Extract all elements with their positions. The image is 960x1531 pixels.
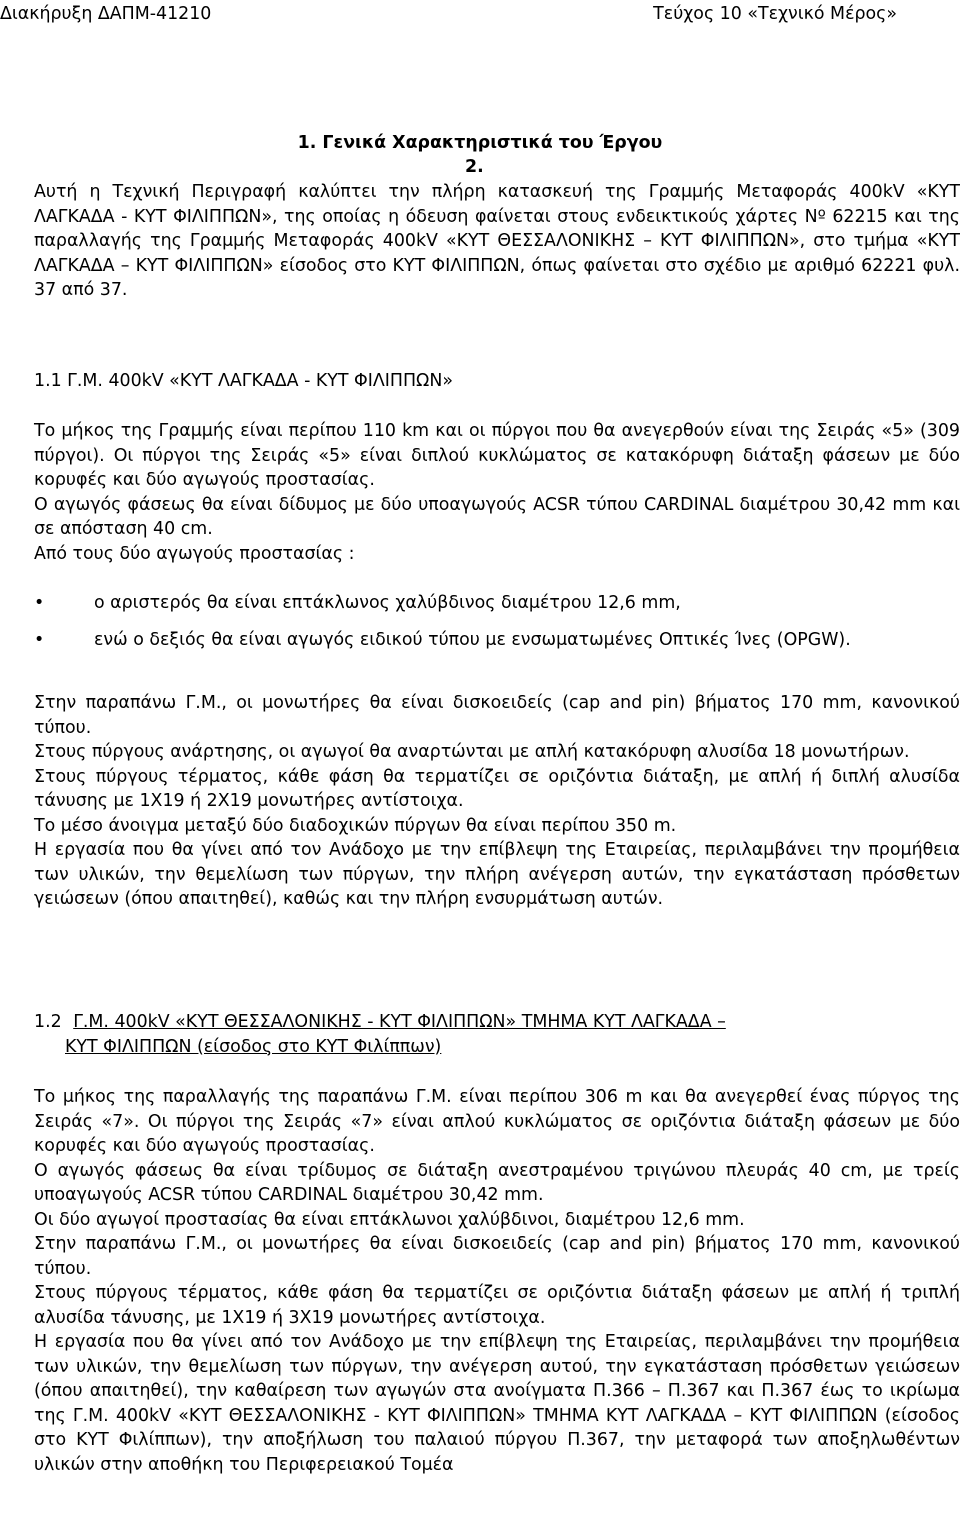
section-1-1-para3: Από τους δύο αγωγούς προστασίας : [34,543,355,564]
title-number-2: 2. [465,157,484,177]
intro-paragraph-block [34,180,960,303]
bullet-dot-icon: • [34,593,45,613]
section-1-1-para1: Το μήκος της Γραμμής είναι περίπου 110 km και οι πύργοι που θα ανεγερθούν είναι της Σειράς «5» (309 πύργοι). Οι πύργοι της Σειράς «5» είναι διπλού κυκλώματος σε κατακόρυφη διάταξη φάσεων με δύο κορυφές και δύο αγωγούς προστασίας. [34,421,960,490]
section-1-2-para1: Το μήκος της παραλλαγής της παραπάνω Γ.Μ. είναι περίπου 306 m και θα ανεγερθεί ένας πύργος της Σειράς «7». Οι πύργοι της Σειράς «7» είναι απλού κυκλώματος σε οριζόντια διάταξη φάσεων με δύο κορυφές και δύο αγωγούς προστασίας. [34,1087,960,1156]
section-1-1-para7: Το μέσο άνοιγμα μεταξύ δύο διαδοχικών πύργων θα είναι περίπου 350 m. [34,815,677,836]
section-1-1-body-continued [34,691,960,912]
page-header [0,2,960,26]
section-1-2-body [34,1085,960,1477]
intro-paragraph: Αυτή η Τεχνική Περιγραφή καλύπτει την πλήρη κατασκευή της Γραμμής Μεταφοράς 400kV «ΚΥΤ ΛΑΓΚΑΔΑ - ΚΥΤ ΦΙΛΙΠΠΩΝ», της οποίας η όδευση φαίνεται στους ενδεικτικούς χάρτες Νº 62215 και της παραλλαγής της Γραμμής Μεταφοράς 400kV «ΚΥΤ ΘΕΣΣΑΛΟΝΙΚΗΣ – ΚΥΤ ΦΙΛΙΠΠΩΝ», στο τμήμα «ΚΥΤ ΛΑΓΚΑΔΑ – ΚΥΤ ΦΙΛΙΠΠΩΝ» είσοδος στο ΚΥΤ ΦΙΛΙΠΠΩΝ, όπως φαίνεται στο σχέδιο με αριθμό 62221 φυλ. 37 από 37. [34,182,960,300]
section-1-1-para6: Στους πύργους τέρματος, κάθε φάση θα τερματίζει σε οριζόντια διάταξη, με απλή ή διπλή αλυσίδα τάνυσης με 1Χ19 ή 2Χ19 μονωτήρες αντίστοιχα. [34,766,960,811]
header-right-text: Τεύχος 10 «Τεχνικό Μέρος» [653,4,897,24]
bullet-dot-icon: • [34,630,45,650]
section-1-1-body [34,419,960,566]
section-1-2-para6: Η εργασία που θα γίνει από τον Ανάδοχο με την επίβλεψη της Εταιρείας, περιλαμβάνει την προμήθεια των υλικών, την θεμελίωση των πύργων, την ανέγερση αυτού, την εγκατάσταση πρόσθετων γειώσεων (όπου απαιτηθεί), την καθαίρεση των αγωγών στα ανοίγματα Π.366 – Π.367 και Π.367 έως το ικρίωμα της Γ.Μ. 400kV «ΚΥΤ ΘΕΣΣΑΛΟΝΙΚΗΣ - ΚΥΤ ΦΙΛΙΠΠΩΝ» ΤΜΗΜΑ ΚΥΤ ΛΑΓΚΑΔΑ – ΚΥΤ ΦΙΛΙΠΠΩΝ (είσοδος στο ΚΥΤ Φιλίππων), την αποξήλωση του παλαιού πύργου Π.367, την μεταφορά των αποξηλωθέντων υλικών στην αποθήκη του Περιφερειακού Τομέα [34,1332,960,1475]
section-1-1-para4: Στην παραπάνω Γ.Μ., οι μονωτήρες θα είναι δισκοειδείς (cap and pin) βήματος 170 mm, κανονικού τύπου. [34,693,960,738]
section-1-2-heading-line2: ΚΥΤ ΦΙΛΙΠΠΩΝ (είσοδος στο ΚΥΤ Φιλίππων) [65,1036,442,1057]
section-title [0,131,960,156]
section-1-1-heading: 1.1 Γ.Μ. 400kV «ΚΥΤ ΛΑΓΚΑΔΑ - ΚΥΤ ΦΙΛΙΠΠΩΝ» [34,371,453,391]
section-1-2-heading [34,1010,960,1059]
section-1-1-para5: Στους πύργους ανάρτησης, οι αγωγοί θα αναρτώνται με απλή κατακόρυφη αλυσίδα 18 μονωτήρων. [34,742,910,762]
section-1-1-para8: Η εργασία που θα γίνει από τον Ανάδοχο με την επίβλεψη της Εταιρείας, περιλαμβάνει την προμήθεια των υλικών, την θεμελίωση των πύργων, την πλήρη ανέγερση αυτών, την εγκατάσταση πρόσθετων γειώσεων (όπου απαιτηθεί), καθώς και την πλήρη ενσυρμάτωση αυτών. [34,840,960,909]
bullet-text-1: ο αριστερός θα είναι επτάκλωνος χαλύβδινος διαμέτρου 12,6 mm, [94,593,681,613]
section-1-2-para2: Ο αγωγός φάσεως θα είναι τρίδυμος σε διάταξη ανεστραμένου τριγώνου πλευράς 40 cm, με τρείς υποαγωγούς ACSR τύπου CARDINAL διαμέτρου 30,42 mm. [34,1160,960,1205]
header-left-text: Διακήρυξη ΔΑΠΜ-41210 [0,4,212,24]
section-title-text: 1. Γενικά Χαρακτηριστικά του Έργου [297,133,663,153]
section-1-2-number: 1.2 [34,1012,62,1032]
section-1-2-heading-line1: Γ.Μ. 400kV «ΚΥΤ ΘΕΣΣΑΛΟΝΙΚΗΣ - ΚΥΤ ΦΙΛΙΠΠΩΝ» ΤΜΗΜΑ ΚΥΤ ΛΑΓΚΑΔΑ – [73,1012,726,1032]
bullet-text-2: ενώ ο δεξιός θα είναι αγωγός ειδικού τύπου με ενσωματωμένες Οπτικές Ίνες (OPGW). [94,630,851,650]
section-1-2-para4: Στην παραπάνω Γ.Μ., οι μονωτήρες θα είναι δισκοειδείς (cap and pin) βήματος 170 mm, κανονικού τύπου. [34,1234,960,1279]
section-1-2-para3: Οι δύο αγωγοί προστασίας θα είναι επτάκλωνοι χαλύβδινοι, διαμέτρου 12,6 mm. [34,1209,745,1230]
section-1-2-para5: Στους πύργους τέρματος, κάθε φάση θα τερματίζει σε οριζόντια διάταξη φάσεων με απλή ή τριπλή αλυσίδα τάνυσης, με 1Χ19 ή 3Χ19 μονωτήρες αντίστοιχα. [34,1283,960,1328]
section-1-1-para2: Ο αγωγός φάσεως θα είναι δίδυμος με δύο υποαγωγούς ACSR τύπου CARDINAL διαμέτρου 30,42 mm και σε απόσταση 40 cm. [34,494,960,539]
